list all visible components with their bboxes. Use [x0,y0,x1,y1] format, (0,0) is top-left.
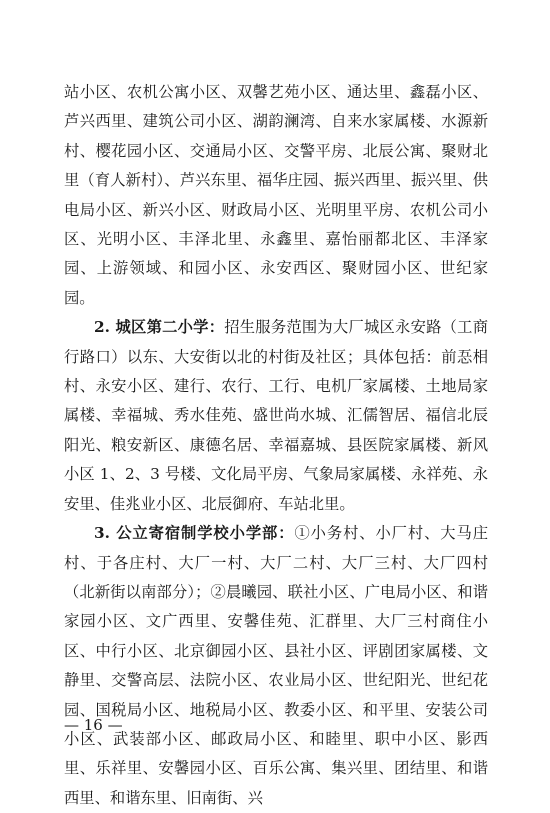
school-2-text: 招生服务范围为大厂城区永安路（工商行路口）以东、大安街以北的村街及社区；具体包括：前忢相村、永安小区、建行、农行、工行、电机厂家属楼、土地局家属楼、幸福城、秀水佳苑、盛世尚水城、汇儒智居、福信北辰阳光、粮安新区、康德名居、幸福嘉城、县医院家属楼、新风小区 1、2、3 号楼、文化局平房、气象局家属楼、永祥苑、永安里、佳兆业小区、北辰御府、车站北里。 [64,318,488,513]
school-3-heading: 3. 公立寄宿制学校小学部： [94,524,295,543]
school-3-text: ①小务村、小厂村、大马庄村、于各庄村、大厂一村、大厂二村、大厂三村、大厂四村（北新街以南部分）；②晨曦园、联社小区、广电局小区、和谐家园小区、文广西里、安馨佳苑、汇群里、大厂三村商住小区、中行小区、北京御园小区、县社小区、评剧团家属楼、文静里、交警高层、法院小区、农业局小区、世纪阳光、世纪花园、国税局小区、地税局小区、教委小区、和平里、安装公司小区、武装部小区、邮政局小区、和睦里、职中小区、影西里、乐祥里、安馨园小区、百乐公寓、集兴里、团结里、和谐西里、和谐东里、旧南街、兴 [64,524,488,807]
school-2-heading: 2. 城区第二小学： [94,318,225,337]
paragraph-school-3 [64,519,488,813]
page-number: — 16 — [64,716,123,734]
opening-paragraph: 站小区、农机公寓小区、双馨艺苑小区、通达里、鑫磊小区、芦兴西里、建筑公司小区、湖韵澜湾、自来水家属楼、水源新村、樱花园小区、交通局小区、交警平房、北辰公寓、聚财北里（育人新村）、芦兴东里、福华庄园、振兴西里、振兴里、供电局小区、新兴小区、财政局小区、光明里平房、农机公司小区、光明小区、丰泽北里、永鑫里、嘉怡丽都北区、丰泽家园、上游领域、和园小区、永安西区、聚财园小区、世纪家园。 [64,83,488,307]
paragraph-school-2 [64,313,488,519]
document-body [64,78,488,813]
